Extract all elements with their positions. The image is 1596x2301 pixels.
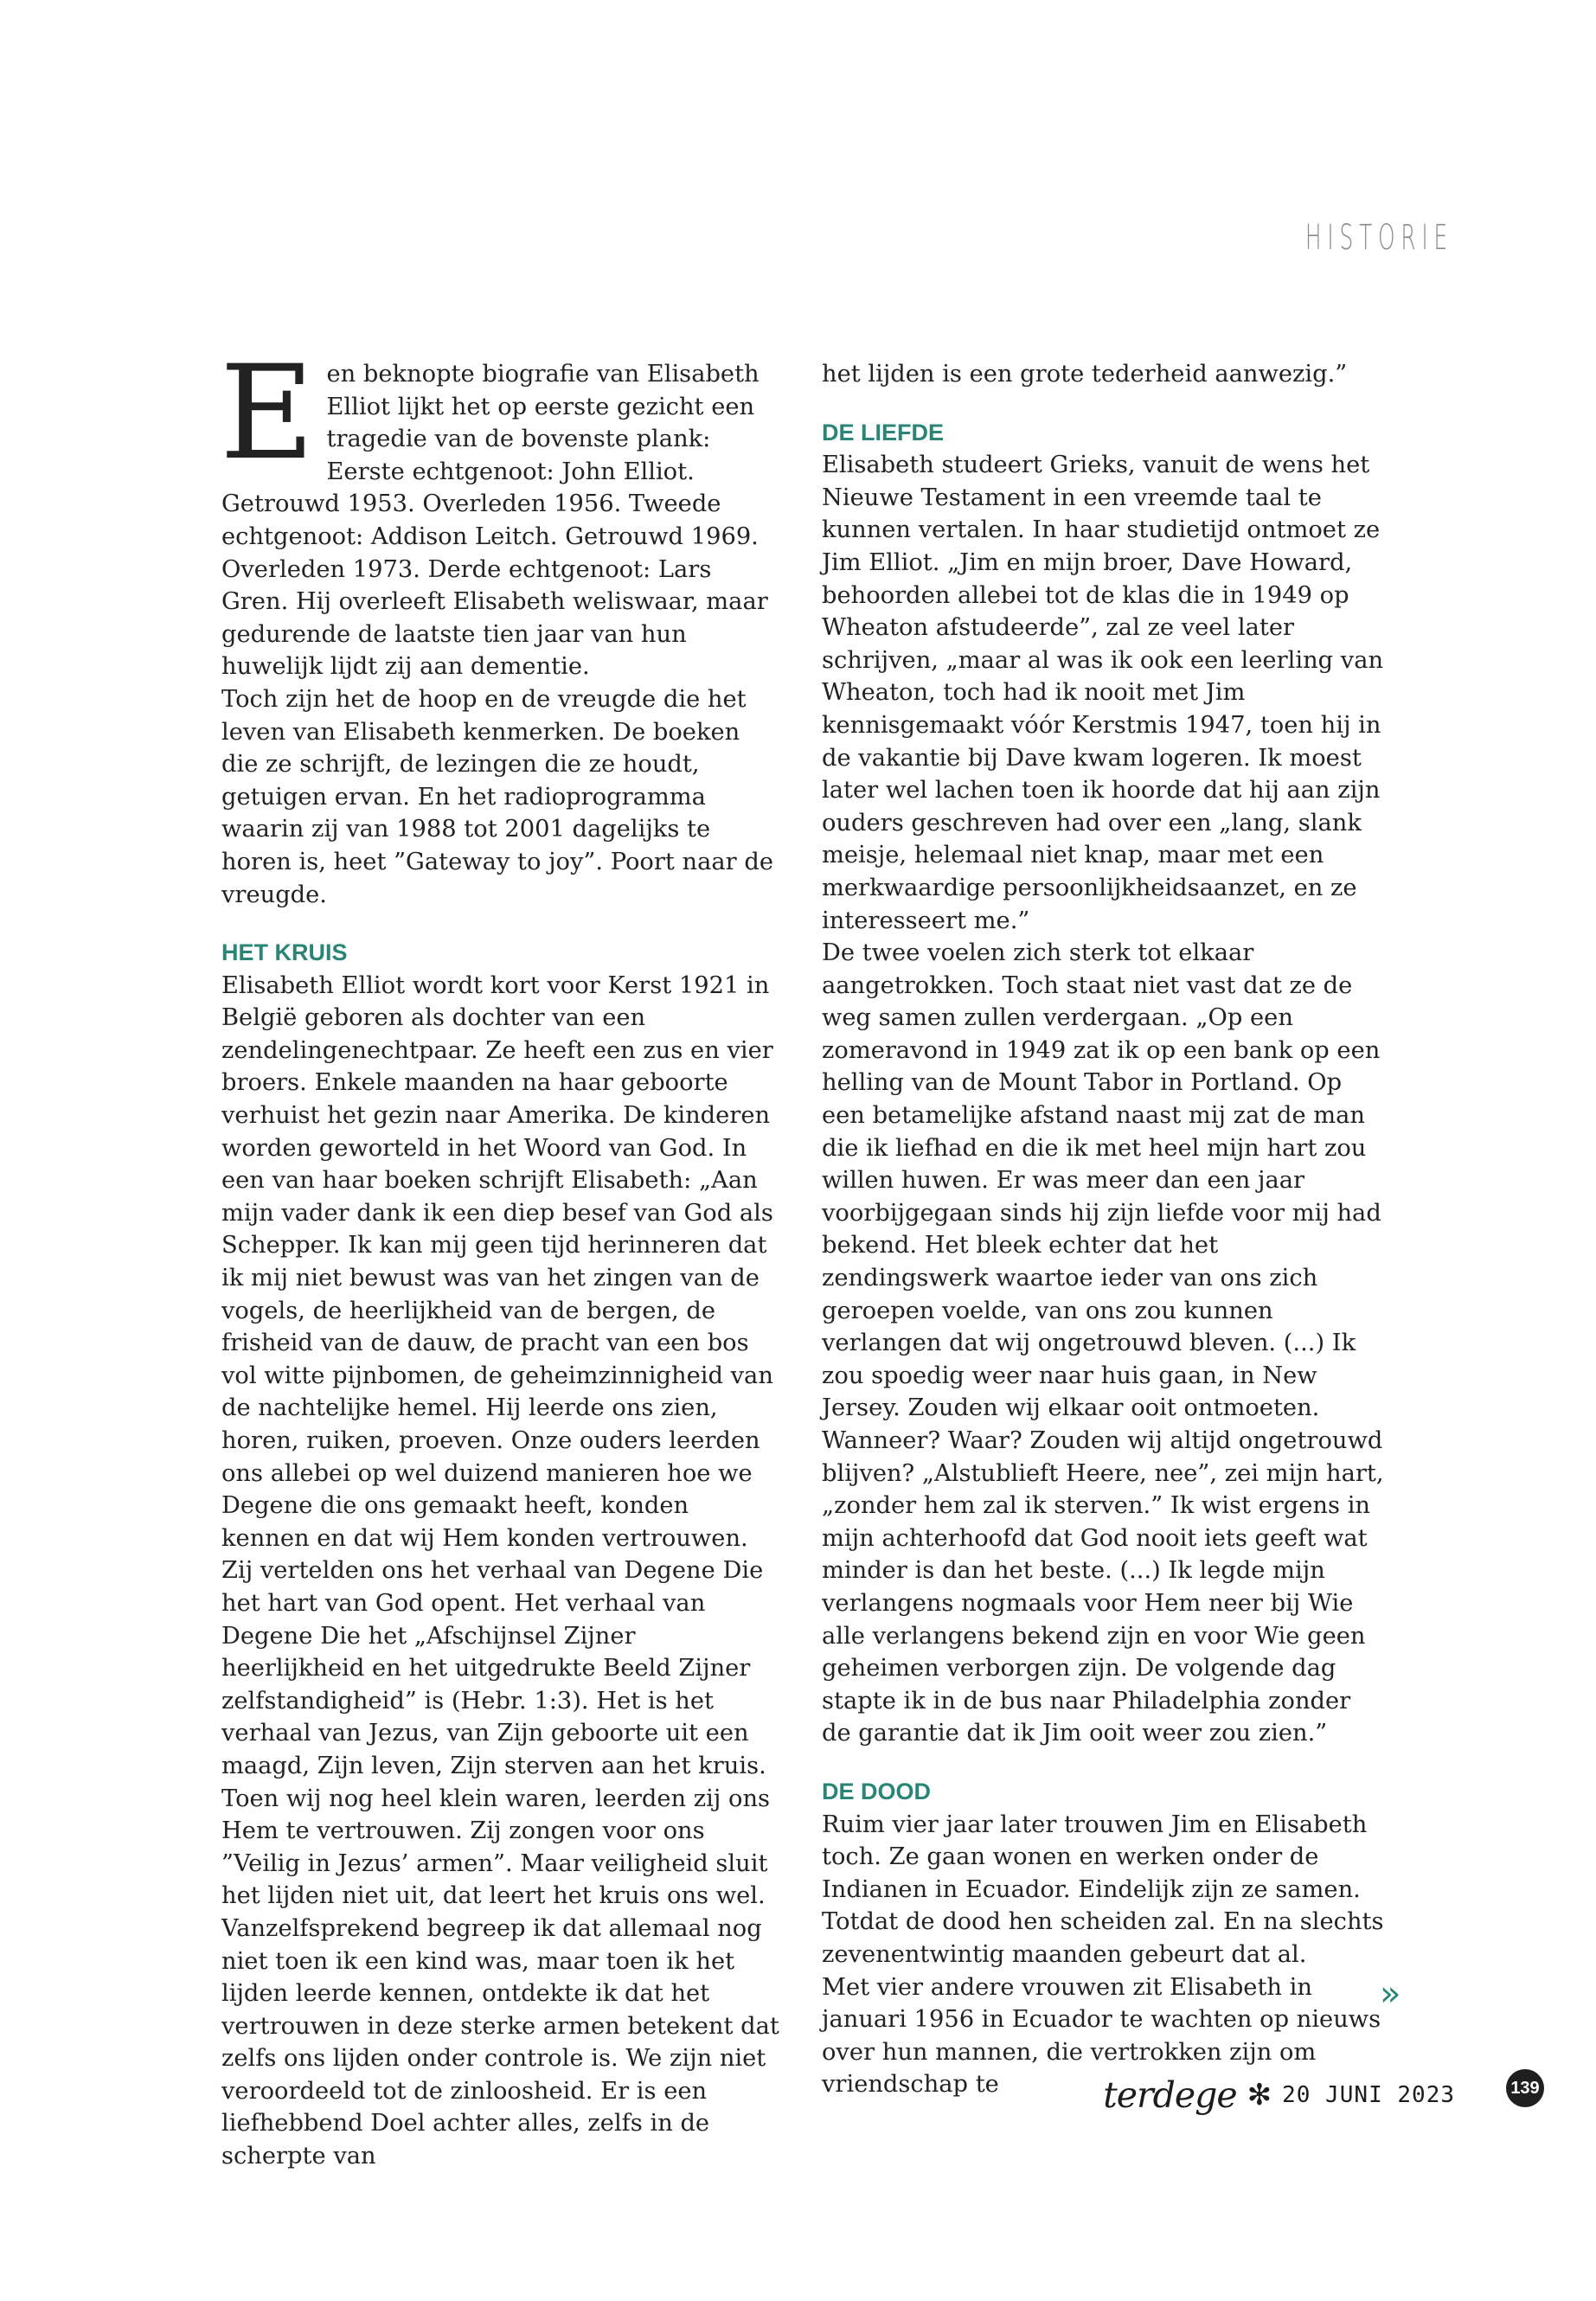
liefde-paragraph: Elisabeth studeert Grieks, vanuit de wens het Nieuwe Testament in een vreemde taal te kunnen vertalen. In haar studietijd ontmoet ze Jim Elliot. „Jim en mijn broer, Dave Howard, behoorden allebei tot de klas die in 1949 op Wheaton afstudeerde”, zal ze veel later schrijven, „maar al was ik ook een leerling van Wheaton, toch had ik nooit met Jim kennisgemaakt vóór Kerstmis 1947, toen hij in de vakantie bij Dave kwam logeren. Ik moest later wel lachen toen ik hoorde dat hij aan zijn ouders geschreven had over een „lang, slank meisje, helemaal niet knap, maar met een merkwaardige persoonlijkheidsaanzet, en ze interesseert me.” xyxy=(822,452,1384,934)
section-label: HISTORIE xyxy=(1304,218,1453,258)
intro-paragraph xyxy=(220,338,784,683)
dood-paragraph: Ruim vier jaar later trouwen Jim en Elisabeth toch. Ze gaan wonen en werken onder de Indianen in Ecuador. Eindelijk zijn ze samen. Totdat de dood hen scheiden zal. En na slechts zevenentwintig maanden gebeurt dat al. xyxy=(822,1811,1384,1968)
liefde-paragraph-2: De twee voelen zich sterk tot elkaar aangetrokken. Toch staat niet vast dat ze de weg samen zullen verdergaan. „Op een zomeravond in 1949 zat ik op een bank op een helling van de Mount Tabor in Portland. Op een betamelijke afstand naast mij zat de man die ik liefhad en die ik met heel mijn hart zou willen huwen. Er was meer dan een jaar voorbijgegaan sinds hij zijn liefde voor mij had bekend. Het bleek echter dat het zendingswerk waartoe ieder van ons zich geroepen voelde, van ons zou kunnen verlangen dat wij ongetrouwd bleven. (...) Ik zou spoedig weer naar huis gaan, in New Jersey. Zouden wij elkaar ooit ontmoeten. Wanneer? Waar? Zouden wij altijd ongetrouwd blijven? „Alstublieft Heere, nee”, zei mijn hart, „zonder hem zal ik sterven.” Ik wist ergens in mijn achterhoofd dat God nooit iets geeft wat minder is dan het beste. (...) Ik legde mijn verlangens nogmaals voor Hem neer bij Wie alle verlangens bekend zijn en voor Wie geen geheimen verborgen zijn. De volgende dag stapte ik in de bus naar Philadelphia zonder de garantie dat ik Jim ooit weer zou zien.” xyxy=(822,939,1384,1747)
magazine-logo: terdege xyxy=(1103,2074,1237,2116)
article-column-right xyxy=(822,358,1384,2101)
heading-de-liefde: DE LIEFDE xyxy=(822,419,945,445)
dood-paragraph-2: Met vier andere vrouwen zit Elisabeth in januari 1956 in Ecuador te wachten op nieuws over hun mannen, die vertrokken zijn om vriendschap te xyxy=(822,1973,1381,2099)
asterisk-icon: ✻ xyxy=(1247,2078,1272,2112)
heading-de-dood: DE DOOD xyxy=(822,1778,932,1804)
heading-het-kruis: HET KRUIS xyxy=(221,939,348,966)
article-column-left xyxy=(220,338,784,2173)
issue-date: 20 JUNI 2023 xyxy=(1282,2082,1455,2108)
dropcap: E xyxy=(220,338,315,489)
page-number: 139 xyxy=(1506,2069,1544,2107)
intro-paragraph-2: Toch zijn het de hoop en de vreugde die het leven van Elisabeth kenmerken. De boeken die ze schrijft, de lezingen die ze houdt, getuigen ervan. En het radioprogramma waarin zij van 1988 tot 2001 dagelijks te horen is, heet ”Gateway to joy”. Poort naar de vreugde. xyxy=(221,685,774,908)
intro-text: en beknopte biografie van Elisabeth Elliot lijkt het op eerste gezicht een tragedie van de bovenste plank: Eerste echtgenoot: John Elliot. Getrouwd 1953. Overleden 1956. Tweede echtgenoot: Addison Leitch. Getrouwd 1969. Overleden 1973. Derde echtgenoot: Lars Gren. Hij overleeft Elisabeth weliswaar, maar gedurende de laatste tien jaar van hun huwelijk lijdt zij aan dementie. xyxy=(221,361,768,681)
footer xyxy=(1103,2074,1455,2116)
double-chevron-right-icon: » xyxy=(1380,1974,1401,2014)
kruis-paragraph: Elisabeth Elliot wordt kort voor Kerst 1921 in België geboren als dochter van een zendelingenechtpaar. Ze heeft een zus en vier broers. Enkele maanden na haar geboorte verhuist het gezin naar Amerika. De kinderen worden geworteld in het Woord van God. In een van haar boeken schrijft Elisabeth: „Aan mijn vader dank ik een diep besef van God als Schepper. Ik kan mij geen tijd herinneren dat ik mij niet bewust was van het zingen van de vogels, de heerlijkheid van de bergen, de frisheid van de dauw, de pracht van een bos vol witte pijnbomen, de geheimzinnigheid van de nachtelijke hemel. Hij leerde ons zien, horen, ruiken, proeven. Onze ouders leerden ons allebei op wel duizend manieren hoe we Degene die ons gemaakt heeft, konden kennen en dat wij Hem konden vertrouwen. Zij vertelden ons het verhaal van Degene Die het hart van God opent. Het verhaal van Degene Die het „Afschijnsel Zijner heerlijkheid en het uitgedrukte Beeld Zijner zelfstandigheid” is (Hebr. 1:3). Het is het verhaal van Jezus, van Zijn geboorte uit een maagd, Zijn leven, Zijn sterven aan het kruis. Toen wij nog heel klein waren, leerden zij ons Hem te vertrouwen. Zij zongen voor ons ”Veilig in Jezus’ armen”. Maar veiligheid sluit het lijden niet uit, dat leert het kruis ons wel. Vanzelfsprekend begreep ik dat allemaal nog niet toen ik een kind was, maar toen ik het lijden leerde kennen, ontdekte ik dat het vertrouwen in deze sterke armen betekent dat zelfs ons lijden onder controle is. We zijn niet veroordeeld tot de zinloosheid. Er is een liefhebbend Doel achter alles, zelfs in de scherpte van xyxy=(221,971,779,2170)
kruis-paragraph-end: het lijden is een grote tederheid aanwezig.” xyxy=(822,361,1348,388)
